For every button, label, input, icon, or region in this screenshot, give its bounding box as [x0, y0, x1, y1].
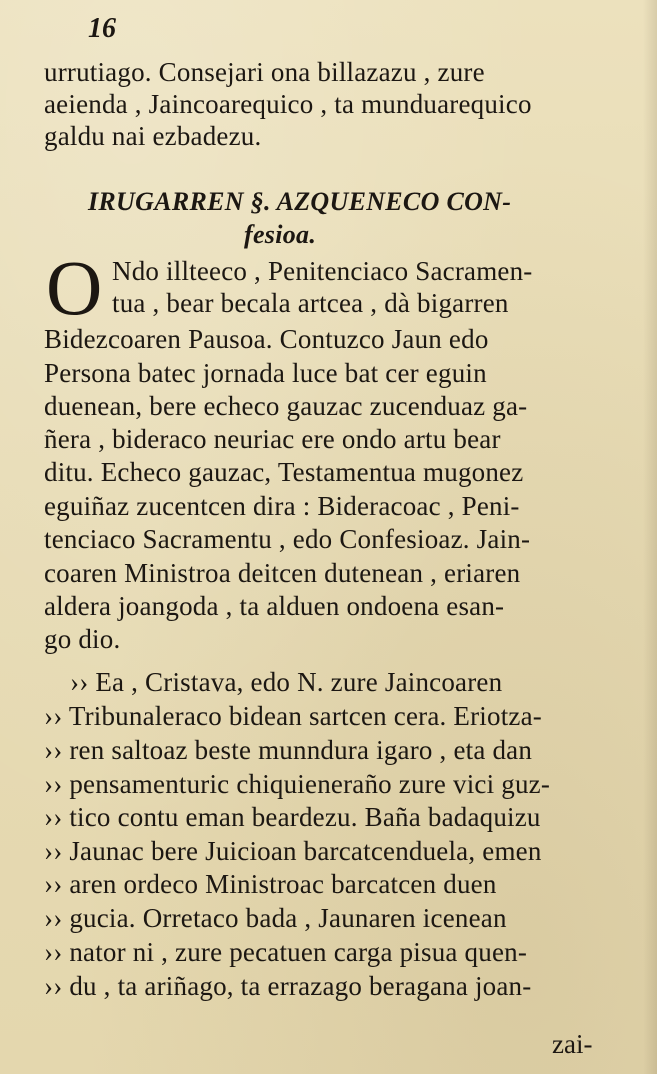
- paragraph-line: duenean, bere echeco gauzac zucenduaz ga-: [44, 391, 528, 421]
- catchword: zai-: [552, 1029, 593, 1059]
- paragraph-line: Bidezcoaren Pausoa. Contuzco Jaun edo: [44, 324, 489, 354]
- paragraph-line: ditu. Echeco gauzac, Testamentua mugonez: [44, 457, 524, 487]
- quoted-line: ›› tico contu eman beardezu. Baña badaquizu: [44, 802, 541, 832]
- text-line: aeienda , Jaincoarequico , ta munduarequico: [44, 89, 532, 119]
- paragraph-line: eguiñaz zucentcen dira : Bideracoac , Peni-: [44, 491, 520, 521]
- quoted-line: ›› gucia. Orretaco bada , Jaunaren icenean: [44, 903, 507, 933]
- paragraph-line: coaren Ministroa deitcen dutenean , eriaren: [44, 558, 521, 588]
- quoted-line: ›› du , ta ariñago, ta errazago beragana joan-: [44, 971, 532, 1001]
- text-line: galdu nai ezbadezu.: [44, 121, 262, 151]
- section-heading: IRUGARREN §. AZQUENECO CON-: [88, 187, 512, 216]
- paragraph-line: tenciaco Sacramentu , edo Confesioaz. Jain-: [44, 524, 531, 554]
- quoted-line: ›› Jaunac bere Juicioan barcatcenduela, emen: [44, 836, 542, 866]
- page-number: 16: [88, 13, 116, 44]
- drop-cap: O: [46, 244, 103, 331]
- text-line: urrutiago. Consejari ona billazazu , zure: [44, 57, 485, 87]
- quoted-line: ›› pensamenturic chiquieneraño zure vici guz-: [44, 769, 551, 799]
- quoted-line: ›› aren ordeco Ministroac barcatcen duen: [44, 869, 497, 899]
- page-edge-shadow: [643, 0, 657, 1074]
- section-heading-continued: fesioa.: [244, 220, 317, 249]
- paragraph-line: Persona batec jornada luce bat cer eguin: [44, 358, 487, 388]
- paragraph-line: Ndo illteeco , Penitenciaco Sacramen-: [112, 256, 533, 286]
- paragraph-line: ñera , bideraco neuriac ere ondo artu bear: [44, 424, 501, 454]
- quoted-line: ›› ren saltoaz beste munndura igaro , eta dan: [44, 735, 533, 765]
- paragraph-line: go dio.: [44, 624, 121, 654]
- paragraph-line: aldera joangoda , ta alduen ondoena esan-: [44, 591, 505, 621]
- quoted-line: ›› nator ni , zure pecatuen carga pisua quen-: [44, 937, 528, 967]
- quoted-line: ›› Ea , Cristava, edo N. zure Jaincoaren: [70, 667, 503, 697]
- paragraph-line: tua , bear becala artcea , dà bigarren: [112, 288, 509, 318]
- quoted-line: ›› Tribunaleraco bidean sartcen cera. Eriotza-: [44, 701, 542, 731]
